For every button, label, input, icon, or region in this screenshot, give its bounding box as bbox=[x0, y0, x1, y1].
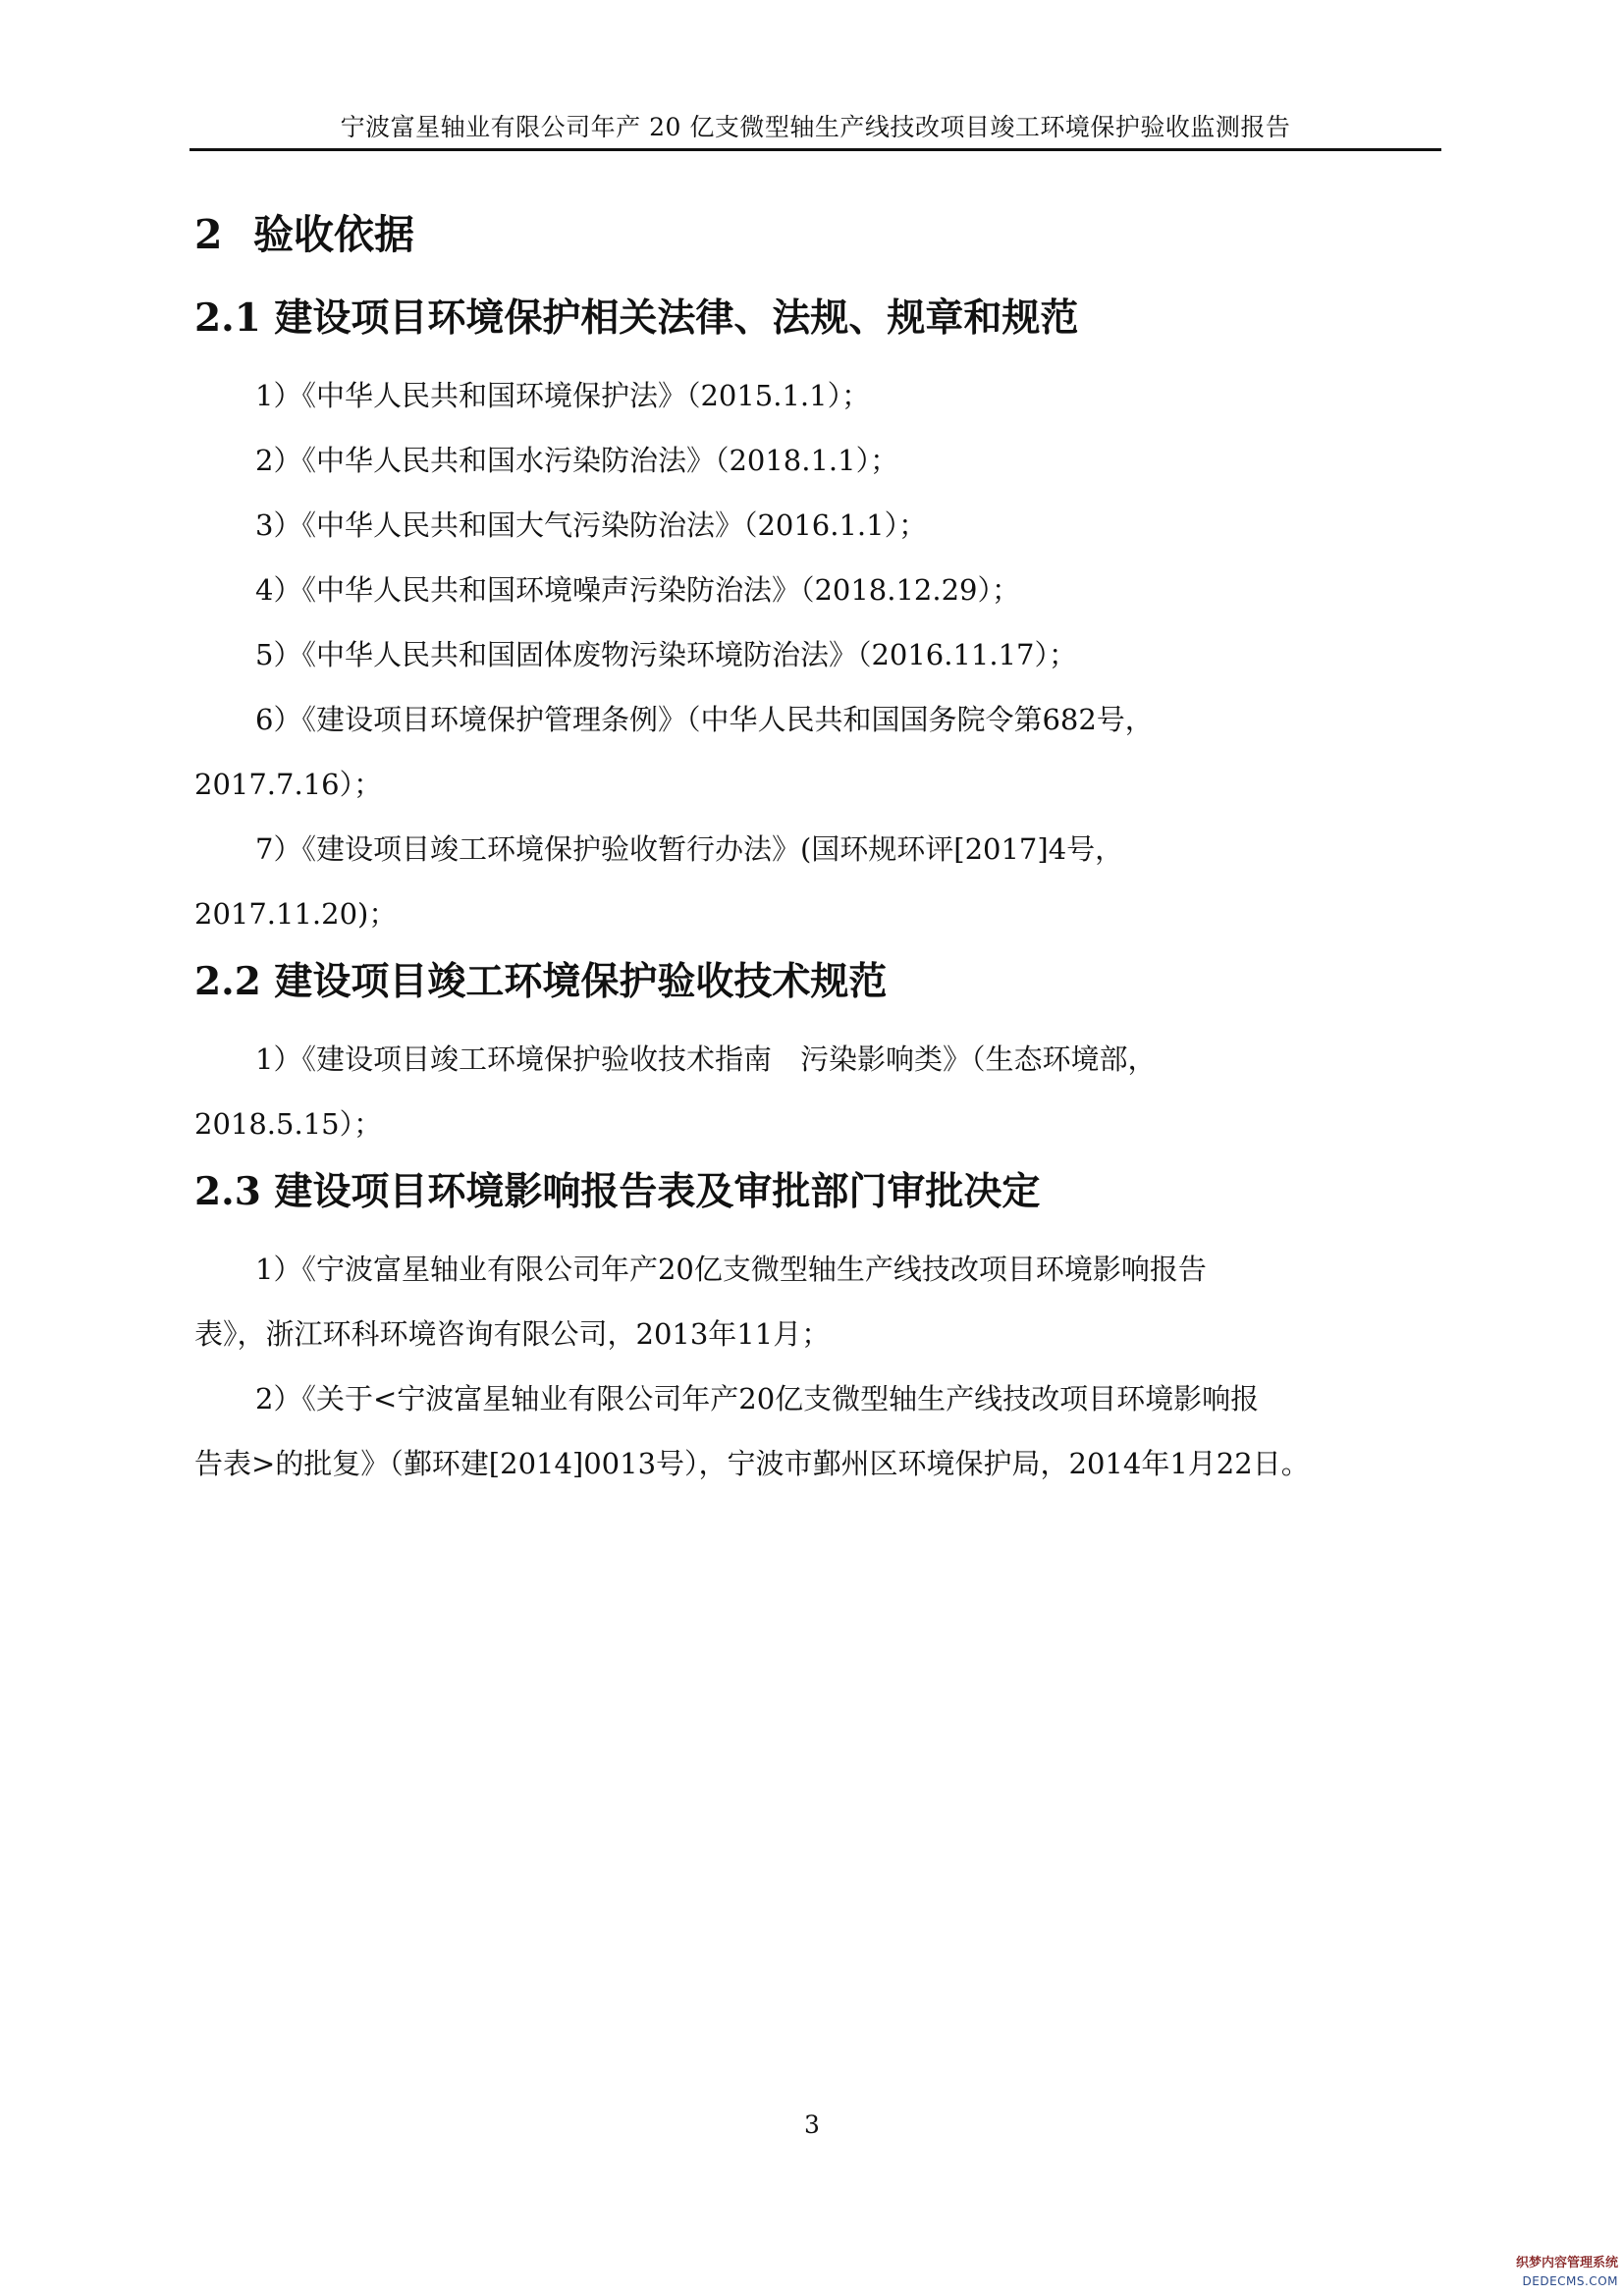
watermark-logo bbox=[1512, 2255, 1618, 2290]
watermark-domain: DEDECMS.COM bbox=[1522, 2274, 1618, 2288]
list-item bbox=[194, 377, 1441, 414]
chapter-number: 2 bbox=[194, 211, 223, 258]
header-divider bbox=[189, 148, 1441, 151]
list-item bbox=[194, 830, 1441, 933]
list-item-text: 3）《中华人民共和国大气污染防治法》（2016.1.1）； bbox=[255, 508, 928, 542]
list-item bbox=[194, 571, 1441, 609]
section-heading-2-2: 2.2 建设项目竣工环境保护验收技术规范 bbox=[194, 959, 888, 1004]
list-item-text: 5）《中华人民共和国固体废物污染环境防治法》（2016.11.17）； bbox=[255, 638, 1077, 671]
list-item bbox=[194, 1380, 1441, 1482]
section-heading-2-3: 2.3 建设项目环境影响报告表及审批部门审批决定 bbox=[194, 1169, 1041, 1214]
list-item bbox=[194, 507, 1441, 544]
list-item bbox=[194, 1251, 1441, 1353]
list-item-text: 4）《中华人民共和国环境噪声污染防治法》（2018.12.29）； bbox=[255, 573, 1020, 607]
list-item bbox=[194, 636, 1441, 673]
section-heading-2-1: 2.1 建设项目环境保护相关法律、法规、规章和规范 bbox=[194, 295, 1079, 341]
list-item-continuation: 2017.11.20)； bbox=[194, 897, 398, 931]
chapter-title-text: 验收依据 bbox=[253, 211, 414, 258]
list-item bbox=[194, 442, 1441, 479]
list-item-continuation: 2018.5.15）； bbox=[194, 1107, 383, 1141]
watermark-text: 织梦内容管理系统 bbox=[1515, 2256, 1618, 2270]
page-header: 宁波富星轴业有限公司年产 20 亿支微型轴生产线技改项目竣工环境保护验收监测报告 bbox=[340, 113, 1291, 141]
list-item-text: 7）《建设项目竣工环境保护验收暂行办法》(国环规环评[2017]4号， bbox=[255, 832, 1124, 866]
list-item-text: 2）《中华人民共和国水污染防治法》（2018.1.1）； bbox=[255, 444, 899, 477]
list-item-continuation: 告表>的批复》（鄞环建[2014]0013号），宁波市鄞州区环境保护局，2014年1月22日。 bbox=[194, 1447, 1310, 1480]
list-item bbox=[194, 701, 1441, 803]
page-number: 3 bbox=[804, 2110, 820, 2139]
list-item-continuation: 2017.7.16）； bbox=[194, 768, 383, 801]
list-item-text: 1）《中华人民共和国环境保护法》（2015.1.1）； bbox=[255, 379, 871, 412]
list-item bbox=[194, 1041, 1441, 1143]
list-item-text: 1）《宁波富星轴业有限公司年产20亿支微型轴生产线技改项目环境影响报告 bbox=[255, 1253, 1207, 1286]
list-item-text: 1）《建设项目竣工环境保护验收技术指南 污染影响类》（生态环境部， bbox=[255, 1042, 1157, 1076]
list-item-text: 2）《关于<宁波富星轴业有限公司年产20亿支微型轴生产线技改项目环境影响报 bbox=[255, 1382, 1260, 1415]
chapter-title bbox=[194, 208, 414, 261]
list-item-continuation: 表》，浙江环科环境咨询有限公司，2013年11月； bbox=[194, 1317, 831, 1351]
list-item-text: 6）《建设项目环境保护管理条例》（中华人民共和国国务院令第682号， bbox=[255, 703, 1154, 736]
